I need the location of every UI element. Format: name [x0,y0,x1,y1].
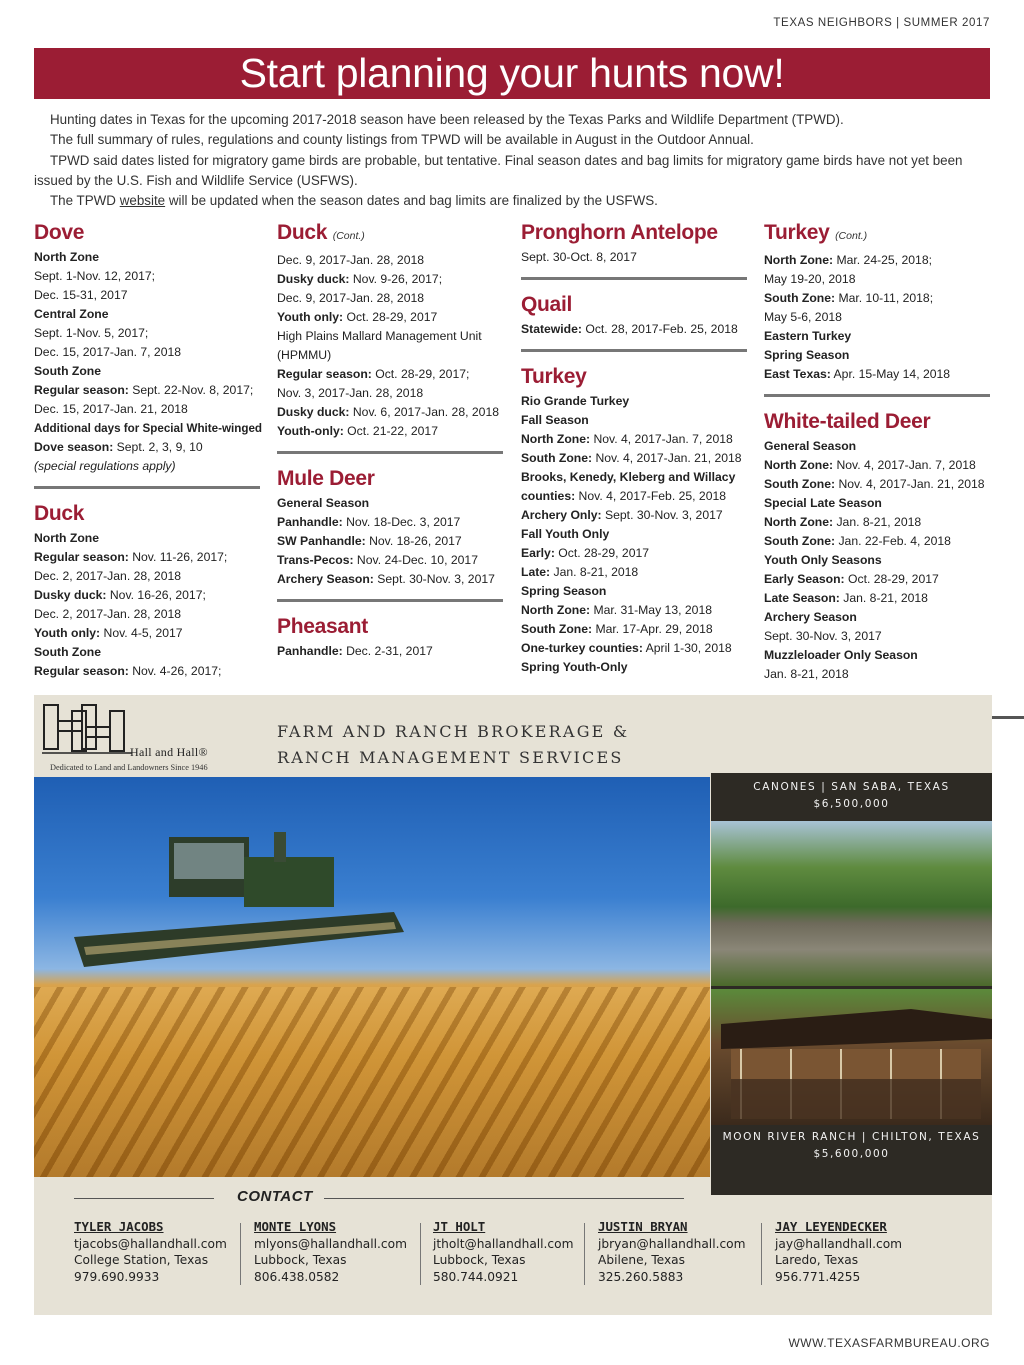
section-divider [277,599,503,602]
zone-label [521,468,749,487]
season-dates: Jan. 22-Feb. 4, 2018 [835,534,951,548]
date-line [34,586,262,605]
season-label: Dusky duck: [34,588,107,602]
masthead: TEXAS NEIGHBORS | SUMMER 2017 [773,17,990,29]
contact-phone: 979.690.9933 [74,1269,160,1284]
season-label: South Zone: [521,622,593,636]
column-1 [34,220,262,681]
section-divider [277,451,503,454]
season-label: South Zone: [764,477,836,491]
continued-label: (Cont.) [332,230,365,242]
section-heading-turkey: Turkey [521,365,587,388]
date-line [34,624,262,643]
season-dates: Jan. 8-21, 2018 [833,515,922,529]
season-dates: Dec. 2-31, 2017 [342,644,433,658]
season-dates: Nov. 18-26, 2017 [365,534,462,548]
date-line [521,487,749,506]
date-line [521,620,749,639]
ad-headline [277,719,697,771]
date-line [34,662,262,681]
note-text: (special regulations apply) [34,459,176,473]
season-label: Regular season: [34,550,129,564]
note-line [34,457,262,476]
season-dates: Nov. 6, 2017-Jan. 28, 2018 [349,405,499,419]
date-line: Jan. 8-21, 2018 [764,667,849,681]
season-dates: Mar. 17-Apr. 29, 2018 [592,622,713,636]
intro-paragraph: TPWD said dates listed for migratory game birds are probable, but tentative. Final season dates and bag limits for migratory game birds have not yet been issued by the U.S. Fish and Wildlife Service (USFWS). [34,152,963,188]
zone-label-text: South Zone [34,364,102,378]
season-dates: April 1-30, 2018 [642,641,732,655]
season-dates: Nov. 4, 2017-Jan. 21, 2018 [835,477,985,491]
intro-paragraph: Hunting dates in Texas for the upcoming 2017-2018 season have been released by the Texas Parks and Wildlife Department (TPWD). [50,112,844,127]
date-line [521,320,749,339]
contact-list [74,1219,974,1289]
date-line: May 19-20, 2018 [764,272,856,286]
zone-label-text: Youth Only Seasons [764,553,882,567]
date-line [34,438,262,457]
zone-label-text: Muzzleloader Only Season [764,648,918,662]
contact-phone: 806.438.0582 [254,1269,340,1284]
date-line: Dec. 15, 2017-Jan. 21, 2018 [34,402,188,416]
lodge-photo [711,989,992,1125]
listing-caption [711,779,992,813]
intro-text-part: The TPWD [50,193,120,209]
season-label: Early: [521,546,555,560]
contact-phone: 580.744.0921 [433,1269,519,1284]
season-dates: Oct. 28-29, 2017; [371,367,470,381]
season-label: One-turkey counties: [521,641,643,655]
season-label: East Texas: [764,367,831,381]
date-line: Dec. 15-31, 2017 [34,288,128,302]
combine-harvester-icon [74,817,404,987]
season-dates: Nov. 4, 2017-Feb. 25, 2018 [575,489,727,503]
footer-url[interactable]: WWW.TEXASFARMBUREAU.ORG [788,1336,990,1350]
zone-label [34,305,262,324]
hall-and-hall-ad [34,695,992,1315]
section-heading-mule-deer: Mule Deer [277,467,375,490]
date-line [764,365,992,384]
date-line: Sept. 1-Nov. 5, 2017; [34,326,149,340]
tpwd-website-link[interactable]: website [119,193,166,209]
season-label: Archery Only: [521,508,602,522]
zone-label-text: Archery Season [764,610,857,624]
zone-label-text: Eastern Turkey [764,329,852,343]
contact-card [598,1219,746,1289]
zone-label-text: North Zone [34,250,99,264]
contact-email[interactable]: jtholt@hallandhall.com [433,1236,574,1251]
season-label: North Zone: [764,515,834,529]
section-heading-dove: Dove [34,221,85,244]
contact-city: Abilene, Texas [598,1253,686,1267]
zone-label-text: Special Late Season [764,496,882,510]
river-photo [711,821,992,986]
zone-label-text: Spring Season [521,584,607,598]
listing-name: CANONES | SAN SABA, TEXAS [753,781,950,793]
zone-label [764,608,992,627]
season-dates: Oct. 21-22, 2017 [343,424,438,438]
date-line [521,601,749,620]
lodge-building-icon [711,989,992,1125]
zone-label-text: General Season [277,496,370,510]
season-dates: Jan. 8-21, 2018 [839,591,928,605]
zone-label [34,419,263,438]
season-label: Late: [521,565,551,579]
zone-label-text: Fall Youth Only [521,527,610,541]
date-line [277,403,505,422]
column-2 [277,220,505,661]
season-label: South Zone: [764,291,836,305]
contact-email[interactable]: jay@hallandhall.com [775,1236,903,1251]
zone-label [34,643,262,662]
season-label: Dove season: [34,440,114,454]
zone-label-text: Spring Youth-Only [521,660,628,674]
zone-label [521,582,749,601]
contact-city: College Station, Texas [74,1253,209,1267]
contact-divider [584,1223,585,1285]
column-4 [764,220,992,684]
date-line [764,251,992,270]
contact-email[interactable]: jbryan@hallandhall.com [598,1236,746,1251]
season-label: Panhandle: [277,515,343,529]
date-line: Dec. 9, 2017-Jan. 28, 2018 [277,253,425,267]
logo-tagline: Dedicated to Land and Landowners Since 1946 [50,763,208,772]
season-label: Regular season: [34,664,129,678]
contact-divider [420,1223,421,1285]
date-line [764,456,992,475]
zone-label: (HPMMU) [277,348,332,362]
season-dates: Nov. 16-26, 2017; [106,588,206,602]
page-edge-mark [992,716,1024,719]
season-dates: Nov. 4, 2017-Jan. 7, 2018 [833,458,976,472]
continued-label: (Cont.) [835,230,868,242]
contact-rule [74,1198,214,1199]
wheat-rows [34,987,710,1177]
zone-label-text: North Zone [34,531,99,545]
season-dates: Sept. 2, 3, 9, 10 [113,440,203,454]
date-line [277,532,505,551]
intro-text-part: will be updated when the season dates and bag limits are finalized by the USFWS. [165,193,658,209]
date-line: Dec. 9, 2017-Jan. 28, 2018 [277,291,425,305]
zone-label [34,529,262,548]
season-dates: Nov. 4, 2017-Jan. 21, 2018 [592,451,742,465]
season-label: Regular season: [34,383,129,397]
season-dates: Nov. 24-Dec. 10, 2017 [353,553,478,567]
zone-label-text: Additional days for Special White-winged [34,421,263,435]
date-line [277,642,505,661]
date-line [764,475,992,494]
season-dates: Nov. 11-26, 2017; [128,550,228,564]
season-dates: Nov. 18-Dec. 3, 2017 [342,515,461,529]
intro-paragraph: The full summary of rules, regulations and county listings from TPWD will be available in August in the Outdoor Annual. [50,132,754,148]
contact-city: Lubbock, Texas [254,1253,347,1267]
season-label: North Zone: [521,432,591,446]
contact-city: Lubbock, Texas [433,1253,526,1267]
zone-label-text: Brooks, Kenedy, Kleberg and Willacy [521,470,736,484]
heading-text: Duck [277,221,328,244]
season-dates: Nov. 4-5, 2017 [100,626,183,640]
season-label: North Zone: [764,458,834,472]
date-line: Sept. 30-Oct. 8, 2017 [521,250,637,264]
contact-card [74,1219,227,1289]
hh-monogram-icon [42,703,132,755]
date-line: Nov. 3, 2017-Jan. 28, 2018 [277,386,424,400]
date-line: Sept. 1-Nov. 12, 2017; [34,269,156,283]
zone-label [764,646,992,665]
contact-name: JT HOLT [433,1219,486,1234]
zone-label-text: General Season [764,439,857,453]
zone-label-text: South Zone [34,645,102,659]
contact-name: JUSTIN BRYAN [598,1219,688,1234]
date-line [277,551,505,570]
zone-label-text: Fall Season [521,413,589,427]
contact-heading: CONTACT [237,1188,313,1205]
wheat-harvest-photo [34,777,710,1177]
section-heading-pronghorn: Pronghorn Antelope [521,221,718,244]
contact-divider [240,1223,241,1285]
contact-phone: 325.260.5883 [598,1269,684,1284]
season-dates: Oct. 28-29, 2017 [554,546,650,560]
date-line [277,365,505,384]
season-label: counties: [521,489,576,503]
date-line [277,422,505,441]
zone-label [521,658,749,677]
season-dates: Mar. 24-25, 2018; [833,253,932,267]
season-dates: Nov. 4, 2017-Jan. 7, 2018 [590,432,733,446]
season-dates: Oct. 28-29, 2017 [844,572,939,586]
date-line [521,449,749,468]
zone-label [764,494,992,513]
zone-label: High Plains Mallard Management Unit [277,329,482,343]
contact-divider [761,1223,762,1285]
listing-caption [711,1129,992,1163]
ad-headline-line: RANCH MANAGEMENT SERVICES [277,748,624,767]
section-heading-duck: Duck [34,502,85,525]
hall-and-hall-logo [42,703,272,772]
season-dates: Jan. 8-21, 2018 [550,565,639,579]
date-line: Dec. 2, 2017-Jan. 28, 2018 [34,569,182,583]
season-dates: Sept. 22-Nov. 8, 2017; [128,383,254,397]
contact-name: MONTE LYONS [254,1219,337,1234]
section-divider [34,486,260,489]
date-line [277,270,505,289]
season-dates: Nov. 9-26, 2017; [349,272,443,286]
ad-headline-line: FARM AND RANCH BROKERAGE & [277,722,630,741]
season-label: Early Season: [764,572,845,586]
zone-label [34,248,262,267]
season-label: Dusky duck: [277,272,350,286]
season-dates: Mar. 10-11, 2018; [835,291,934,305]
zone-label [521,525,749,544]
zone-label-text: Central Zone [34,307,109,321]
zone-label [764,551,992,570]
season-label: South Zone: [521,451,593,465]
contact-email[interactable]: mlyons@hallandhall.com [254,1236,407,1251]
heading-text: Turkey [764,221,830,244]
date-line [764,589,992,608]
zone-label [521,392,749,411]
contact-phone: 956.771.4255 [775,1269,861,1284]
zone-label [764,346,992,365]
season-dates: Nov. 4-26, 2017; [128,664,222,678]
contact-name: TYLER JACOBS [74,1219,164,1234]
listing-price: $6,500,000 [813,798,890,810]
section-divider [521,349,747,352]
date-line [521,544,749,563]
season-label: North Zone: [521,603,591,617]
season-label: Youth only: [34,626,101,640]
season-label: Regular season: [277,367,372,381]
date-line [277,570,505,589]
date-line: Sept. 30-Nov. 3, 2017 [764,629,882,643]
season-label: Trans-Pecos: [277,553,354,567]
season-dates: Sept. 30-Nov. 3, 2017 [373,572,495,586]
season-dates: Oct. 28-29, 2017 [343,310,438,324]
season-dates: Apr. 15-May 14, 2018 [830,367,951,381]
season-label: Youth only: [277,310,344,324]
season-label: Statewide: [521,322,582,336]
date-line: May 5-6, 2018 [764,310,842,324]
date-line: Dec. 15, 2017-Jan. 7, 2018 [34,345,182,359]
date-line [764,289,992,308]
zone-label [521,411,749,430]
date-line [764,532,992,551]
column-3 [521,220,749,677]
contact-name: JAY LEYENDECKER [775,1219,887,1234]
season-label: SW Panhandle: [277,534,366,548]
zone-label [277,494,505,513]
contact-rule [324,1198,684,1199]
intro-text [34,110,992,211]
date-line [521,639,749,658]
section-divider [764,394,990,397]
contact-city: Laredo, Texas [775,1253,859,1267]
season-dates: Oct. 28, 2017-Feb. 25, 2018 [581,322,738,336]
contact-card [254,1219,407,1289]
section-heading-turkey-cont [764,220,992,249]
date-line: Dec. 2, 2017-Jan. 28, 2018 [34,607,182,621]
listing-price: $5,600,000 [813,1148,890,1160]
contact-card [433,1219,573,1289]
property-photos [711,773,992,1195]
zone-label-text: Spring Season [764,348,850,362]
season-label: South Zone: [764,534,836,548]
date-line [277,513,505,532]
section-heading-duck-cont [277,220,505,249]
season-label: Youth-only: [277,424,344,438]
date-line [521,563,749,582]
date-line [521,506,749,525]
date-line [34,381,262,400]
section-divider [521,277,747,280]
section-heading-pheasant: Pheasant [277,615,368,638]
date-line [277,308,505,327]
contact-card [775,1219,902,1289]
date-line [764,513,992,532]
zone-label [34,362,262,381]
season-label: Archery Season: [277,572,374,586]
zone-label [764,327,992,346]
date-line [521,430,749,449]
section-heading-white-tailed-deer: White-tailed Deer [764,410,931,433]
logo-name: Hall and Hall® [130,745,208,759]
intro-paragraph [34,191,992,211]
date-line [34,548,262,567]
season-dates: Mar. 31-May 13, 2018 [590,603,713,617]
zone-label-text: Rio Grande Turkey [521,394,630,408]
season-label: North Zone: [764,253,834,267]
season-label: Dusky duck: [277,405,350,419]
season-label: Late Season: [764,591,840,605]
zone-label [764,437,992,456]
page-title: Start planning your hunts now! [34,48,990,99]
section-heading-quail: Quail [521,293,573,316]
date-line [764,570,992,589]
listing-name: MOON RIVER RANCH | CHILTON, TEXAS [722,1131,981,1143]
season-dates: Sept. 30-Nov. 3, 2017 [601,508,723,522]
season-label: Panhandle: [277,644,343,658]
contact-email[interactable]: tjacobs@hallandhall.com [74,1236,227,1251]
